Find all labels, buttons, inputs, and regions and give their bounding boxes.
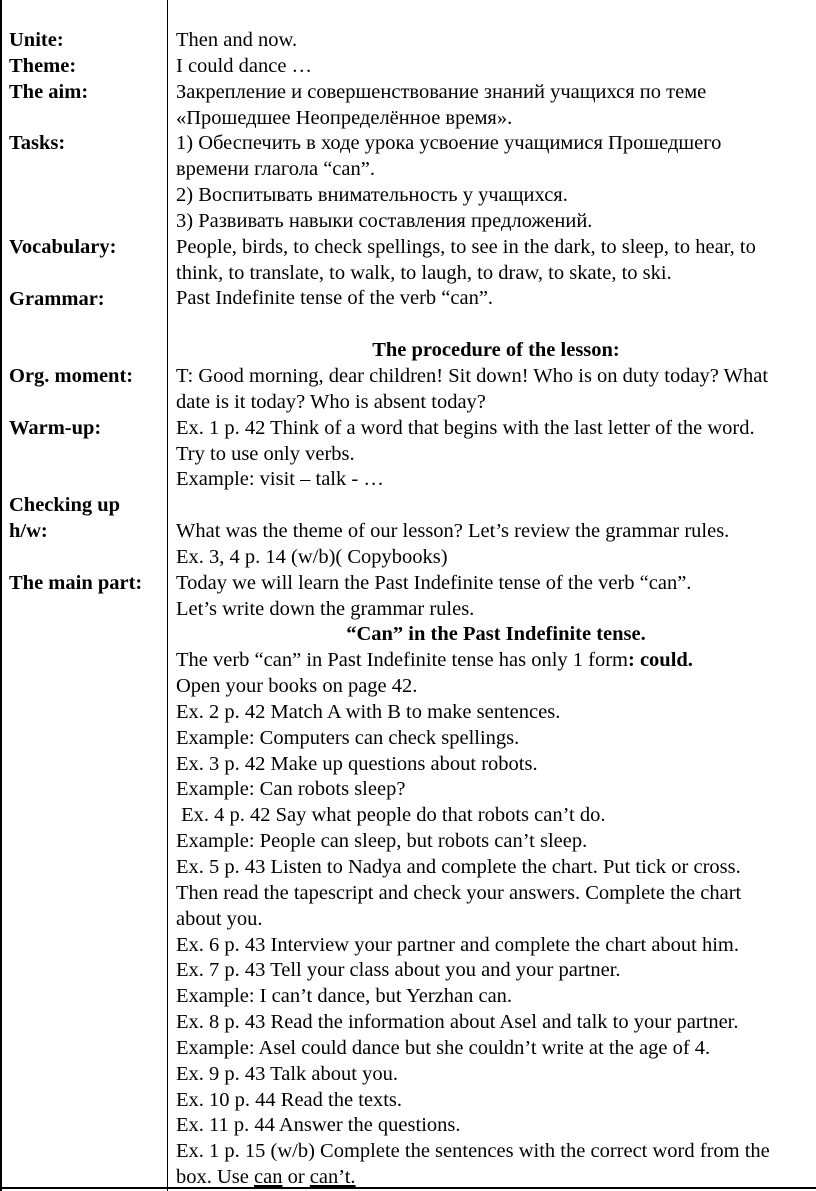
label-aim: The aim:: [9, 80, 89, 103]
label-grammar: Grammar:: [9, 287, 105, 310]
checking-line-2: Ex. 3, 4 p. 14 (w/b)( Copybooks): [176, 545, 448, 568]
vocabulary-line-2: think, to translate, to walk, to laugh, to draw, to skate, to ski.: [176, 261, 672, 284]
content-column: [176, 28, 816, 1191]
main-line-9: Ex. 4 p. 42 Say what people do that robots can’t do.: [176, 804, 606, 827]
label-vocabulary: Vocabulary:: [9, 235, 117, 258]
unite-text: Then and now.: [176, 29, 298, 51]
warm-up-line-2: Try to use only verbs.: [176, 442, 355, 465]
aim-text-line-2: «Прошедшее Неопределённое время».: [176, 106, 513, 129]
main-line-18: Example: Asel could dance but she couldn’t write at the age of 4.: [176, 1036, 711, 1059]
main-line-15: Ex. 7 p. 43 Tell your class about you and your partner.: [176, 959, 621, 982]
main-line-23-or: or: [282, 1166, 310, 1189]
main-line-16: Example: I can’t dance, but Yerzhan can.: [176, 985, 513, 1008]
label-org-moment: Org. moment:: [9, 365, 134, 387]
main-line-19: Ex. 9 p. 43 Talk about you.: [176, 1062, 398, 1085]
aim-text-line-1: Закрепление и совершенствование знаний учащихся по теме: [176, 80, 707, 103]
main-line-11: Ex. 5 p. 43 Listen to Nadya and complete the chart. Put tick or cross.: [176, 856, 741, 878]
tasks-line-1: 1) Обеспечить в ходе урока усвоение учащимися Прошедшего: [176, 132, 722, 155]
main-line-23-can: can: [254, 1166, 283, 1189]
theme-text: I could dance …: [176, 54, 313, 77]
main-line-23-a: box. Use: [176, 1166, 255, 1189]
main-line-20: Ex. 10 p. 44 Read the texts.: [176, 1088, 403, 1111]
tasks-line-2: времени глагола “can”.: [176, 158, 375, 181]
blank-spacer: [176, 312, 816, 338]
main-line-1: Today we will learn the Past Indefinite tense of the verb “can”.: [176, 571, 692, 594]
main-line-4: Open your books on page 42.: [176, 675, 418, 698]
main-line-6: Example: Computers can check spellings.: [176, 726, 520, 749]
blank-spacer-2: [176, 493, 816, 519]
label-warm-up: Warm-up:: [9, 416, 102, 439]
procedure-heading: The procedure of the lesson:: [372, 339, 620, 362]
table-column-divider: [167, 0, 168, 1191]
main-line-22: Ex. 1 p. 15 (w/b) Complete the sentences with the correct word from the: [176, 1140, 770, 1163]
vocabulary-line-1: People, birds, to check spellings, to see in the dark, to sleep, to hear, to: [176, 235, 756, 258]
main-line-23: [176, 1165, 816, 1191]
grammar-text: Past Indefinite tense of the verb “can”.: [176, 287, 494, 310]
label-checking-up: Checking up: [9, 494, 121, 517]
warm-up-line-1: Ex. 1 p. 42 Think of a word that begins with the last letter of the word.: [176, 416, 755, 439]
label-theme: Theme:: [9, 54, 77, 77]
main-line-7: Ex. 3 p. 42 Make up questions about robots.: [176, 752, 538, 775]
main-line-3: [176, 648, 816, 674]
main-line-10: Example: People can sleep, but robots can’t sleep.: [176, 830, 588, 853]
main-line-3-text: The verb “can” in Past Indefinite tense has only 1 form: [176, 649, 628, 672]
tasks-line-3: 2) Воспитывать внимательность у учащихся.: [176, 184, 568, 207]
main-line-23-cant: can’t.: [309, 1166, 356, 1189]
main-line-17: Ex. 8 p. 43 Read the information about Asel and talk to your partner.: [176, 1011, 739, 1034]
main-line-13: about you.: [176, 907, 263, 930]
org-moment-line-2: date is it today? Who is absent today?: [176, 390, 486, 413]
checking-line-1: What was the theme of our lesson? Let’s review the grammar rules.: [176, 520, 730, 543]
label-unite: Unite:: [9, 29, 64, 51]
main-heading: “Can” in the Past Indefinite tense.: [346, 623, 646, 646]
main-line-21: Ex. 11 p. 44 Answer the questions.: [176, 1114, 461, 1137]
main-line-14: Ex. 6 p. 43 Interview your partner and complete the chart about him.: [176, 933, 739, 956]
main-line-8: Example: Can robots sleep?: [176, 778, 406, 801]
label-checking-hw: h/w:: [9, 520, 48, 543]
table-border-left: [0, 0, 2, 1191]
tasks-line-4: 3) Развивать навыки составления предложений.: [176, 209, 593, 232]
label-tasks: Tasks:: [9, 132, 66, 155]
main-line-5: Ex. 2 p. 42 Match A with B to make sentences.: [176, 700, 561, 723]
main-line-3-bold: : could.: [628, 649, 693, 672]
main-line-12: Then read the tapescript and check your answers. Complete the chart: [176, 881, 742, 904]
warm-up-line-3: Example: visit – talk - …: [176, 468, 384, 491]
label-main-part: The main part:: [9, 571, 143, 594]
main-line-2: Let’s write down the grammar rules.: [176, 597, 475, 620]
org-moment-line-1: T: Good morning, dear children! Sit down! Who is on duty today? What: [176, 364, 769, 387]
